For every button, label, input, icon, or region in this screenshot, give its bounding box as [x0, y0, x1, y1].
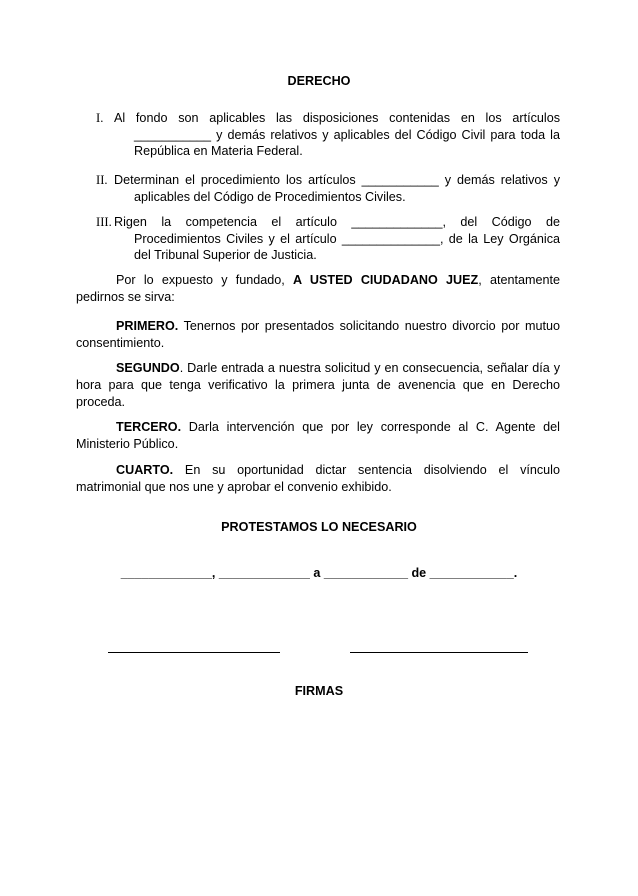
list-item-2 — [96, 172, 560, 205]
list-number: II. — [96, 173, 108, 187]
point-text: En su oportunidad dictar sentencia disolviendo el vínculo matrimonial que nos une y aprobar el convenio exhibido. — [76, 463, 560, 494]
point-label: TERCERO. — [116, 420, 182, 434]
list-item-3 — [96, 214, 560, 264]
point-label: CUARTO. — [116, 463, 174, 477]
list-number: I. — [96, 111, 104, 125]
point-cuarto — [76, 462, 560, 496]
point-primero — [76, 318, 560, 352]
list-item-1 — [96, 110, 560, 160]
list-number: III. — [96, 215, 112, 229]
point-segundo — [76, 360, 560, 410]
list-text: Al fondo son aplicables las disposiciones contenidas en los artículos ___________ y demás relativos y aplicables del Código Civil para toda la República en Materia Federal. — [114, 111, 560, 158]
point-label: SEGUNDO — [116, 361, 180, 375]
closing-statement: PROTESTAMOS LO NECESARIO — [221, 520, 417, 534]
signature-line-right — [350, 652, 528, 653]
signatures-label: FIRMAS — [294, 684, 344, 698]
list-text: Rigen la competencia el artículo _____________, del Código de Procedimientos Civiles y el artículo ______________, de la Ley Orgánica del Tribunal Superior de Justicia. — [114, 215, 560, 262]
section-heading: DERECHO — [287, 74, 351, 88]
point-text: . Darle entrada a nuestra solicitud y en consecuencia, señalar día y hora para que tenga verificativo la primera junta de avenencia que en Derecho proceda. — [76, 361, 560, 409]
date-line: _____________, _____________ a ____________ de ____________. — [120, 566, 518, 580]
intro-addressee: A USTED CIUDADANO JUEZ — [293, 273, 479, 287]
intro-text-before: Por lo expuesto y fundado, — [116, 273, 294, 287]
list-text: Determinan el procedimiento los artículos ___________ y demás relativos y aplicables del Código de Procedimientos Civiles. — [114, 173, 560, 204]
signature-line-left — [108, 652, 280, 653]
point-text: Tenernos por presentados solicitando nuestro divorcio por mutuo consentimiento. — [76, 319, 560, 350]
point-label: PRIMERO. — [116, 319, 179, 333]
point-tercero — [76, 419, 560, 453]
point-text: Darla intervención que por ley corresponde al C. Agente del Ministerio Público. — [76, 420, 560, 451]
intro-paragraph — [76, 272, 560, 306]
intro-text-after: , atentamente pedirnos se sirva: — [76, 273, 560, 304]
